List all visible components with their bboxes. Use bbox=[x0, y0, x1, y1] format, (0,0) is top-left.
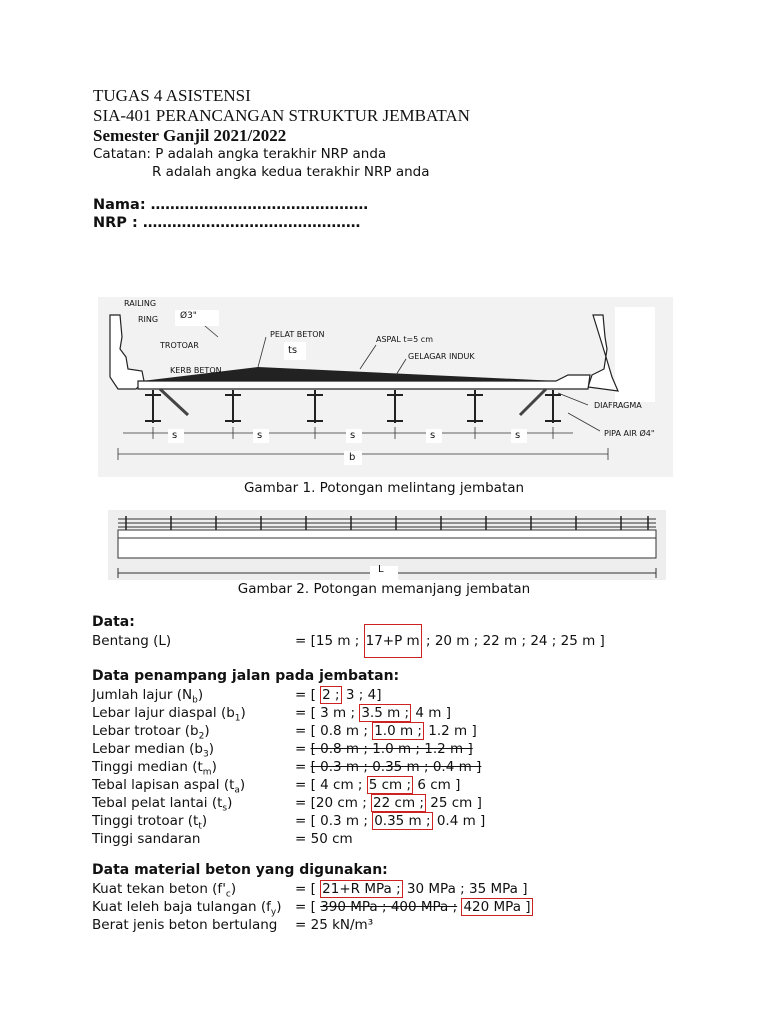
figure2-caption: Gambar 2. Potongan memanjang jembatan bbox=[237, 581, 531, 597]
row-label: Lebar lajur diaspal $(b_1)$ bbox=[92, 705, 246, 724]
row-value: = [ 0.8 m ; 1.0 m ; 1.2 m ] bbox=[295, 741, 473, 757]
spacing-label: s bbox=[172, 430, 178, 441]
course-title: SIA-401 PERANCANGAN STRUKTUR JEMBATAN bbox=[93, 106, 470, 125]
slab-thickness-label: ts bbox=[288, 345, 298, 356]
row-value: = [20 cm ; 22 cm ; 25 cm ] bbox=[295, 795, 482, 811]
ring-label: RING bbox=[138, 315, 159, 324]
struck-value: [ 0.8 m ; 1.0 m ; 1.2 m ] bbox=[310, 741, 473, 757]
row-label: Tebal pelat lantai $(t_s)$ bbox=[92, 795, 233, 814]
struck-value: [ 0.3 m ; 0.35 m ; 0.4 m ] bbox=[310, 759, 482, 775]
kerb-beton-label: KERB BETON bbox=[170, 366, 222, 375]
row-value: = 50 cm bbox=[295, 831, 353, 847]
nama-field: Nama: ……………………………………… bbox=[93, 197, 369, 213]
row-value: = [ 2 ; 3 ; 4] bbox=[295, 687, 382, 703]
value-text: = [15 m ; bbox=[295, 633, 364, 649]
selected-value: 22 cm ; bbox=[373, 795, 424, 811]
row-label: Kuat tekan beton $(f'_c)$ bbox=[92, 881, 237, 900]
material-section-title: Data material beton yang digunakan: bbox=[92, 862, 388, 878]
note-p: Catatan: P adalah angka terakhir NRP anda bbox=[93, 146, 387, 162]
row-label: Tebal lapisan aspal $(t_a)$ bbox=[92, 777, 246, 796]
selected-value: 1.0 m ; bbox=[374, 723, 422, 739]
row-label: Kuat leleh baja tulangan $(f_y)$ bbox=[92, 899, 282, 918]
trotoar-label: TROTOAR bbox=[160, 341, 199, 350]
cross-section-figure bbox=[98, 297, 673, 477]
row-label: Tinggi trotoar $(t_t)$ bbox=[92, 813, 208, 832]
assignment-title: TUGAS 4 ASISTENSI bbox=[93, 86, 251, 105]
row-label: Lebar trotoar $(b_2)$ bbox=[92, 723, 210, 742]
penampang-section-title: Data penampang jalan pada jembatan: bbox=[92, 668, 400, 684]
length-label: L bbox=[378, 564, 384, 575]
row-label: Berat jenis beton bertulang bbox=[92, 917, 278, 933]
row-value: = [ 0.3 m ; 0.35 m ; 0.4 m ] bbox=[295, 759, 482, 775]
longitudinal-section-figure bbox=[108, 510, 666, 580]
width-label: b bbox=[349, 452, 356, 463]
data-section-title: Data: bbox=[92, 614, 135, 630]
row-label: Tinggi sandaran bbox=[92, 831, 201, 847]
pipa-air-label: PIPA AIR Ø4" bbox=[604, 429, 655, 438]
row-value: = [ 0.8 m ; 1.0 m ; 1.2 m ] bbox=[295, 723, 477, 739]
spacing-label: s bbox=[257, 430, 263, 441]
selected-value: 420 MPa ] bbox=[463, 899, 531, 915]
selected-value: 21+R MPa ; bbox=[322, 881, 401, 897]
row-label: Tinggi median $(t_m)$ bbox=[92, 759, 217, 778]
row-value: = [ 0.3 m ; 0.35 m ; 0.4 m ] bbox=[295, 813, 486, 829]
selected-value: 0.35 m ; bbox=[374, 813, 431, 829]
bentang-value bbox=[295, 632, 605, 650]
value-text: ; 20 m ; 22 m ; 24 ; 25 m ] bbox=[421, 633, 605, 649]
row-value: = [ 390 MPa ; 400 MPa ; 420 MPa ] bbox=[295, 899, 531, 915]
note-r: R adalah angka kedua terakhir NRP anda bbox=[152, 164, 430, 180]
row-value: = [ 21+R MPa ; 30 MPa ; 35 MPa ] bbox=[295, 881, 528, 897]
selected-value: 2 ; bbox=[322, 687, 340, 703]
bentang-label: Bentang (L) bbox=[92, 633, 172, 649]
spacing-label: s bbox=[430, 430, 436, 441]
cross-section-drawing bbox=[98, 297, 673, 477]
selected-value: 17+P m bbox=[364, 624, 422, 658]
row-value: = 25 kN/m³ bbox=[295, 917, 374, 933]
spacing-label: s bbox=[350, 430, 356, 441]
spacing-label: s bbox=[515, 430, 521, 441]
gelagar-label: GELAGAR INDUK bbox=[408, 352, 475, 361]
row-value: = [ 4 cm ; 5 cm ; 6 cm ] bbox=[295, 777, 461, 793]
figure1-caption: Gambar 1. Potongan melintang jembatan bbox=[243, 480, 525, 496]
struck-value: 390 MPa ; 400 MPa ; bbox=[320, 899, 458, 915]
railing-label: RAILING bbox=[124, 299, 157, 308]
nrp-field: NRP : ……………………………………… bbox=[93, 215, 361, 231]
longitudinal-section-drawing bbox=[108, 510, 666, 580]
aspal-label: ASPAL t=5 cm bbox=[376, 335, 433, 344]
diafragma-label: DIAFRAGMA bbox=[594, 401, 642, 410]
row-label: Jumlah lajur $(N_b)$ bbox=[92, 687, 204, 706]
selected-value: 5 cm ; bbox=[368, 777, 412, 793]
selected-value: 3.5 m ; bbox=[361, 705, 410, 721]
ring-diameter-label: Ø3" bbox=[180, 311, 197, 321]
row-label: Lebar median $(b_3)$ bbox=[92, 741, 215, 760]
row-value: = [ 3 m ; 3.5 m ; 4 m ] bbox=[295, 705, 451, 721]
semester-title: Semester Ganjil 2021/2022 bbox=[93, 126, 287, 145]
pelat-beton-label: PELAT BETON bbox=[270, 330, 325, 339]
document-header bbox=[93, 86, 470, 146]
